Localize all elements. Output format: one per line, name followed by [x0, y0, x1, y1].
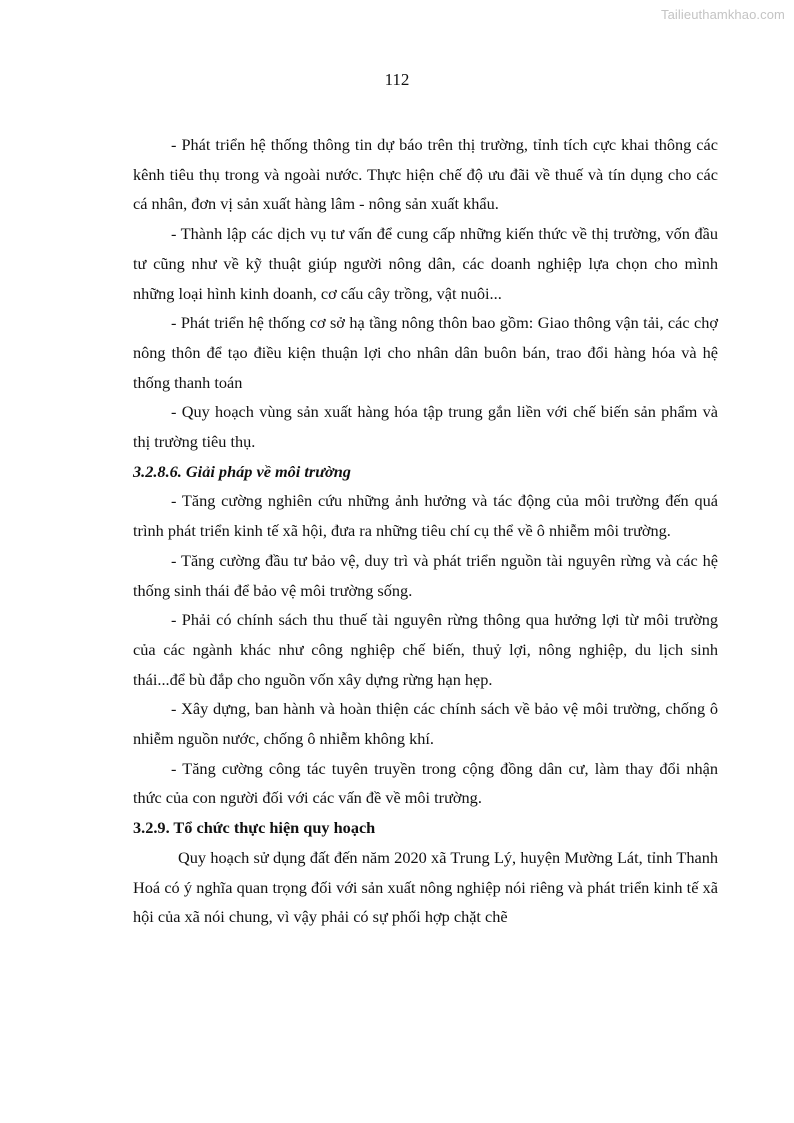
paragraph-public-awareness: - Tăng cường công tác tuyên truyền trong cộng đồng dân cư, làm thay đổi nhận thức của con người đối với các vấn đề về môi trường.	[133, 758, 718, 808]
page-number: 112	[384, 70, 410, 89]
document-body	[133, 130, 718, 932]
paragraph-forest-tax-policy: - Phải có chính sách thu thuế tài nguyên rừng thông qua hưởng lợi từ môi trường của các ngành khác như công nghiệp chế biến, thuỷ lợi, nông nghiệp, du lịch sinh thái...để bù đắp cho nguồn vốn xây dựng rừng hạn hẹp.	[133, 610, 718, 689]
paragraph-market-information: - Phát triển hệ thống thông tin dự báo trên thị trường, tỉnh tích cực khai thông các kênh tiêu thụ trong và ngoài nước. Thực hiện chế độ ưu đãi về thuế và tín dụng cho các cá nhân, đơn vị sản xuất hàng lâm - nông sản xuất khẩu.	[133, 135, 718, 214]
paragraph-consulting-services: - Thành lập các dịch vụ tư vấn để cung cấp những kiến thức về thị trường, vốn đầu tư cũng như về kỹ thuật giúp người nông dân, các doanh nghiệp lựa chọn cho mình những loại hình kinh doanh, cơ cấu cây trồng, vật nuôi...	[133, 224, 718, 303]
paragraph-pollution-policy: - Xây dựng, ban hành và hoàn thiện các chính sách về bảo vệ môi trường, chống ô nhiễm nguồn nước, chống ô nhiễm không khí.	[133, 699, 718, 749]
paragraph-environment-research: - Tăng cường nghiên cứu những ảnh hưởng và tác động của môi trường đến quá trình phát triển kinh tế xã hội, đưa ra những tiêu chí cụ thể về ô nhiễm môi trường.	[133, 491, 718, 541]
paragraph-implementation: Quy hoạch sử dụng đất đến năm 2020 xã Trung Lý, huyện Mường Lát, tỉnh Thanh Hoá có ý nghĩa quan trọng đối với sản xuất nông nghiệp nói riêng và phát triển kinh tế xã hội của xã nói chung, vì vậy phải có sự phối hợp chặt chẽ	[133, 847, 718, 927]
paragraph-rural-infrastructure: - Phát triển hệ thống cơ sở hạ tầng nông thôn bao gồm: Giao thông vận tải, các chợ nông thôn để tạo điều kiện thuận lợi cho nhân dân buôn bán, trao đổi hàng hóa và hệ thống thanh toán	[133, 313, 718, 392]
watermark: Tailieuthamkhao.com	[660, 7, 785, 22]
paragraph-forest-investment: - Tăng cường đầu tư bảo vệ, duy trì và phát triển nguồn tài nguyên rừng và các hệ thống sinh thái để bảo vệ môi trường sống.	[133, 550, 718, 600]
section-heading-implementation: 3.2.9. Tổ chức thực hiện quy hoạch	[133, 818, 376, 838]
section-heading-environment: 3.2.8.6. Giải pháp về môi trường	[133, 461, 351, 481]
paragraph-production-zones: - Quy hoạch vùng sản xuất hàng hóa tập trung gắn liền với chế biến sản phẩm và thị trường tiêu thụ.	[133, 402, 718, 452]
